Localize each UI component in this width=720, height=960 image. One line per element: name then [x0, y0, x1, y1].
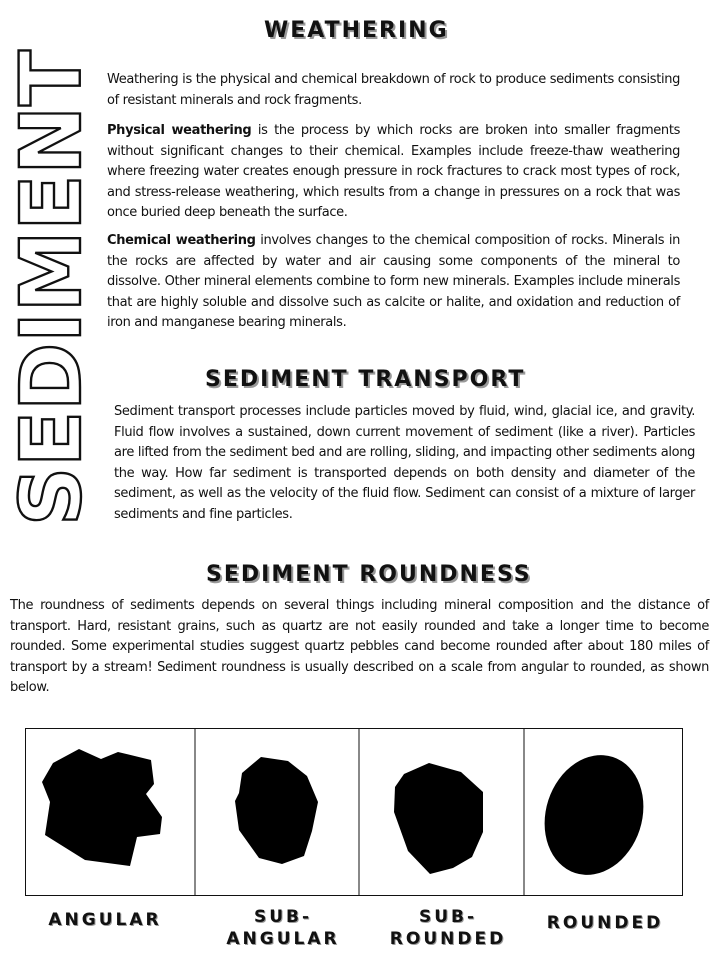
label-subangular-line1: SUB-: [253, 907, 313, 927]
physical-weathering-text: is the process by which rocks are broken into smaller fragments without significant changes to their chemical. Examples include freeze-thaw weathering where freezing water creates enough pressure in rock fractures to crack most types of rock, and stress-release weathering, which results from a change in pressures on a rock that was once buried deep beneath the surface.: [107, 123, 680, 221]
label-subrounded-line1: SUB-: [418, 907, 478, 927]
subrounded-grain-shape: [394, 763, 483, 874]
label-angular-text: ANGULAR: [48, 910, 162, 930]
physical-weathering-term: Physical weathering: [107, 123, 252, 138]
roundness-title: SEDIMENT ROUNDNESS: [206, 562, 532, 587]
label-subangular: [213, 906, 353, 950]
label-rounded: [535, 912, 675, 934]
side-title-sediment: [2, 38, 100, 530]
label-subangular-line2: ANGULAR: [226, 929, 340, 949]
weathering-intro: Weathering is the physical and chemical breakdown of rock to produce sediments consisting of resistant minerals and rock fragments.: [107, 72, 680, 108]
chemical-weathering-paragraph: [107, 231, 680, 334]
roundness-text: The roundness of sediments depends on several things including mineral composition and the distance of transport. Hard, resistant grains, such as quartz are not easily rounded and take a longer time to become rounded. Some experimental studies suggest quartz pebbles cand become rounded after about 180 miles of transport by a stream! Sediment roundness is usually described on a scale from angular to rounded, as shown below.: [10, 598, 709, 696]
physical-weathering-paragraph: [107, 121, 680, 224]
label-angular: [40, 909, 170, 931]
label-rounded-text: ROUNDED: [546, 913, 664, 933]
chemical-weathering-term: Chemical weathering: [107, 233, 256, 248]
label-subrounded: [378, 906, 518, 950]
label-subrounded-line2: ROUNDED: [389, 929, 507, 949]
rounded-grain-shape: [529, 742, 658, 888]
roundness-shapes: [26, 729, 682, 895]
roundness-scale-panel: [25, 728, 683, 896]
angular-grain-shape: [42, 749, 162, 866]
chemical-weathering-text: involves changes to the chemical composition of rocks. Minerals in the rocks are affected by water and air causing some components of the mineral to dissolve. Other mineral elements combine to form new minerals. Examples include minerals that are highly soluble and dissolve such as calcite or halite, and oxidation and reduction of iron and manganese bearing minerals.: [107, 233, 681, 331]
weathering-title: WEATHERING: [264, 18, 449, 43]
subangular-grain-shape: [235, 757, 318, 864]
transport-title: SEDIMENT TRANSPORT: [205, 367, 526, 392]
side-title-text: SEDIMENT: [2, 38, 100, 526]
transport-text: Sediment transport processes include particles moved by fluid, wind, glacial ice, and gravity. Fluid flow involves a sustained, down current movement of sediment (like a river). Particles are lifted from the sediment bed and are rolling, sliding, and impacting other sediments along the way. How far sediment is transported depends on both density and diameter of the sediment, as well as the velocity of the fluid flow. Sediment can consist of a mixture of larger sediments and fine particles.: [114, 404, 695, 522]
